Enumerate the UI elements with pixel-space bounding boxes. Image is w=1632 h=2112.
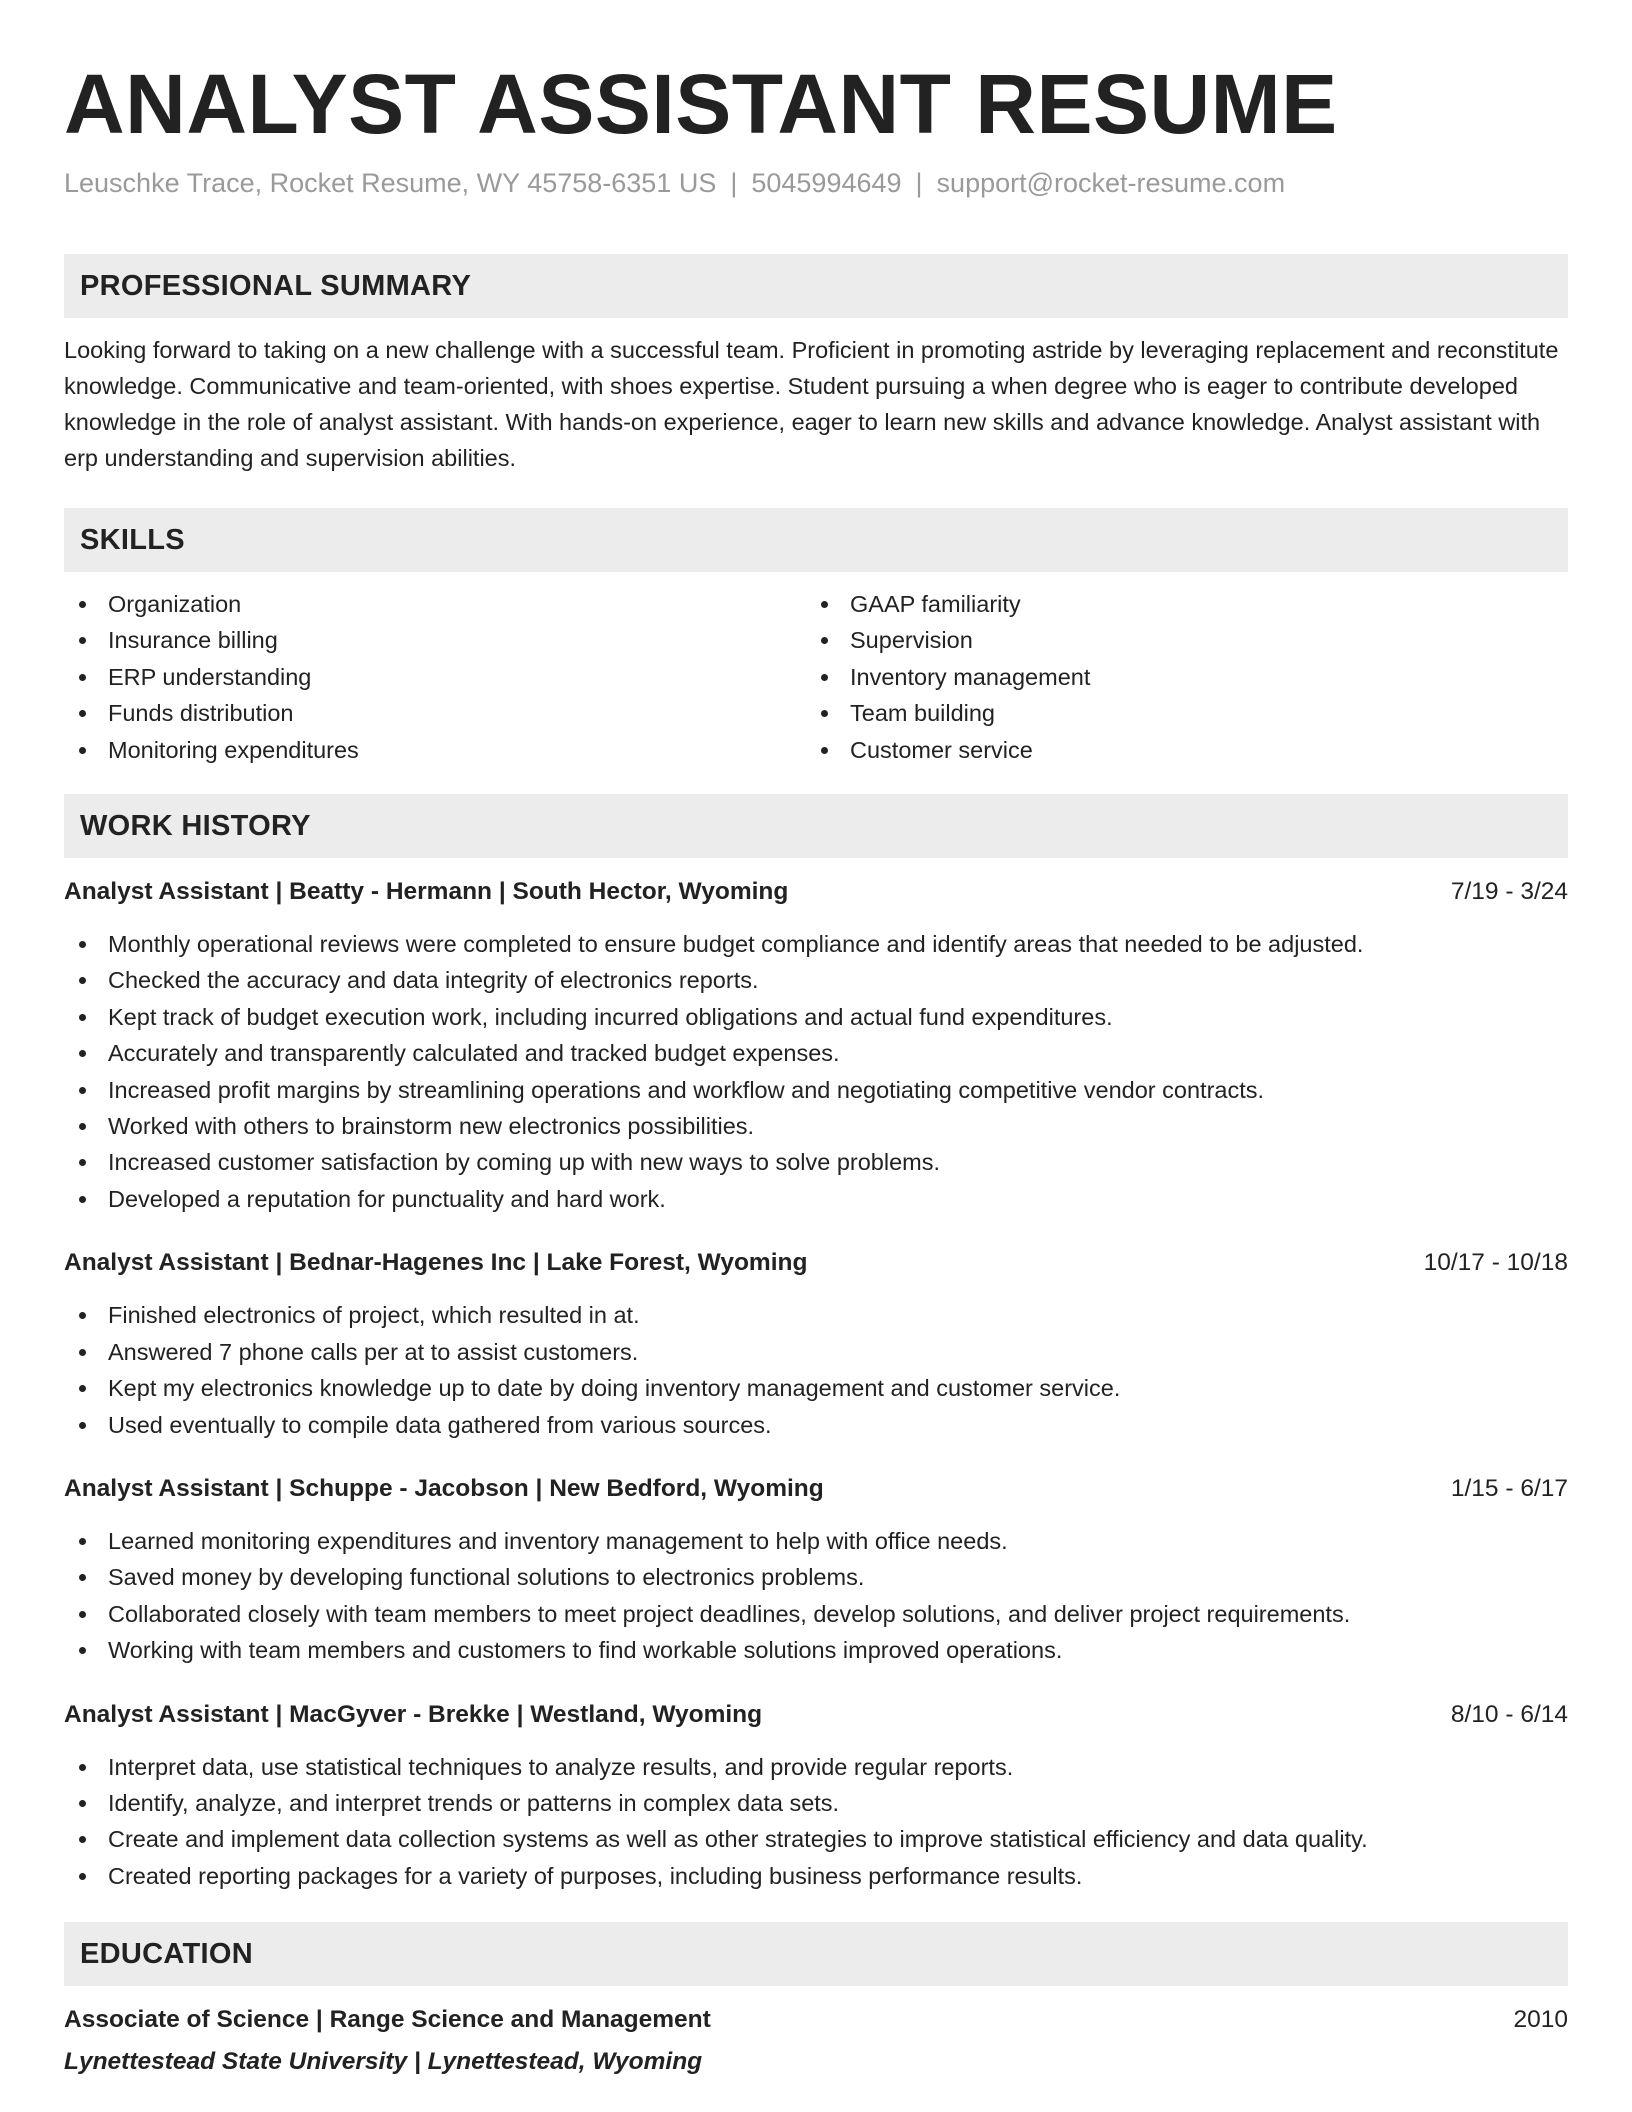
bullet-icon xyxy=(79,1312,86,1319)
bullet-icon xyxy=(79,747,86,754)
contact-email: support@rocket-resume.com xyxy=(936,168,1286,198)
job-entry xyxy=(64,876,1568,1217)
job-bullet xyxy=(64,1297,1568,1333)
education-header xyxy=(64,2004,1568,2036)
job-bullet xyxy=(64,1821,1568,1857)
education-section-header xyxy=(64,1922,1568,1986)
contact-line xyxy=(64,166,1568,200)
bullet-icon xyxy=(79,1873,86,1880)
contact-separator: | xyxy=(730,168,738,198)
bullet-icon xyxy=(79,674,86,681)
contact-address: Leuschke Trace, Rocket Resume, WY 45758-6351 US xyxy=(64,168,717,198)
job-bullets xyxy=(64,1523,1568,1669)
bullet-icon xyxy=(79,1087,86,1094)
job-header xyxy=(64,876,1568,908)
skill-label: GAAP familiarity xyxy=(850,591,1021,617)
job-bullet-text: Checked the accuracy and data integrity of electronics reports. xyxy=(108,967,759,994)
bullet-icon xyxy=(79,1800,86,1807)
job-bullet xyxy=(64,1749,1568,1785)
skills-column-right xyxy=(806,586,1548,768)
skill-item xyxy=(64,622,806,658)
job-bullet-text: Collaborated closely with team members to meet project deadlines, develop solutions, and deliver project requirements. xyxy=(108,1600,1351,1627)
job-header xyxy=(64,1699,1568,1731)
job-bullet xyxy=(64,1523,1568,1559)
job-bullet xyxy=(64,1785,1568,1821)
bullet-icon xyxy=(79,1123,86,1130)
job-header xyxy=(64,1473,1568,1505)
skill-label: Organization xyxy=(108,591,242,617)
job-bullets xyxy=(64,926,1568,1217)
job-bullet xyxy=(64,1632,1568,1668)
job-bullet-text: Identify, analyze, and interpret trends or patterns in complex data sets. xyxy=(108,1789,840,1816)
job-bullet xyxy=(64,1181,1568,1217)
job-bullet xyxy=(64,1072,1568,1108)
job-bullet-text: Kept track of budget execution work, including incurred obligations and actual fund expenditures. xyxy=(108,1003,1113,1030)
job-bullet-text: Finished electronics of project, which resulted in at. xyxy=(108,1302,640,1329)
skills-list xyxy=(64,586,1568,768)
job-bullet xyxy=(64,1596,1568,1632)
job-bullet xyxy=(64,962,1568,998)
skill-item xyxy=(64,659,806,695)
skill-item xyxy=(64,732,806,768)
skill-item xyxy=(806,695,1548,731)
job-bullet xyxy=(64,1144,1568,1180)
job-title: Analyst Assistant | Schuppe - Jacobson | New Bedford, Wyoming xyxy=(64,1474,824,1502)
skill-label: Insurance billing xyxy=(108,627,278,654)
job-bullet xyxy=(64,1559,1568,1595)
bullet-icon xyxy=(79,1764,86,1771)
job-bullet xyxy=(64,1334,1568,1370)
job-bullet-text: Create and implement data collection systems as well as other strategies to improve statistical efficiency and data quality. xyxy=(108,1826,1368,1853)
job-bullet-text: Increased profit margins by streamlining operations and workflow and negotiating competitive vendor contracts. xyxy=(108,1076,1265,1103)
job-dates: 1/15 - 6/17 xyxy=(1450,1474,1568,1502)
job-bullets xyxy=(64,1749,1568,1895)
job-bullet-text: Learned monitoring expenditures and inventory management to help with office needs. xyxy=(108,1527,1008,1554)
skill-label: Customer service xyxy=(850,736,1033,763)
job-bullet-text: Developed a reputation for punctuality and hard work. xyxy=(108,1185,666,1212)
job-header xyxy=(64,1247,1568,1279)
skill-label: Inventory management xyxy=(850,663,1091,690)
bullet-icon xyxy=(79,1647,86,1654)
bullet-icon xyxy=(79,1385,86,1392)
education-school: Lynettestead State University | Lynettestead, Wyoming xyxy=(64,2048,703,2076)
job-bullet-text: Answered 7 phone calls per at to assist customers. xyxy=(108,1338,639,1365)
bullet-icon xyxy=(79,1538,86,1545)
bullet-icon xyxy=(79,1014,86,1021)
bullet-icon xyxy=(79,601,86,608)
job-dates: 8/10 - 6/14 xyxy=(1450,1700,1568,1728)
bullet-icon xyxy=(821,710,828,717)
summary-section-header xyxy=(64,254,1568,318)
job-entry xyxy=(64,1699,1568,1895)
job-bullet xyxy=(64,926,1568,962)
contact-phone: 5045994649 xyxy=(751,168,902,198)
job-bullet-text: Created reporting packages for a variety of purposes, including business performance results. xyxy=(108,1862,1083,1889)
summary-heading: PROFESSIONAL SUMMARY xyxy=(80,269,472,302)
job-bullet-text: Working with team members and customers to find workable solutions improved operations. xyxy=(108,1637,1063,1664)
job-bullet xyxy=(64,999,1568,1035)
job-bullet-text: Interpret data, use statistical techniques to analyze results, and provide regular reports. xyxy=(108,1753,1014,1780)
work-section-header xyxy=(64,794,1568,858)
bullet-icon xyxy=(821,637,828,644)
job-bullet xyxy=(64,1370,1568,1406)
skills-heading: SKILLS xyxy=(80,523,185,556)
skill-item xyxy=(806,659,1548,695)
resume-page xyxy=(64,0,1568,2078)
contact-separator: | xyxy=(915,168,923,198)
skill-label: Funds distribution xyxy=(108,700,294,727)
job-entry xyxy=(64,1473,1568,1669)
job-bullets xyxy=(64,1297,1568,1443)
bullet-icon xyxy=(79,1050,86,1057)
job-dates: 7/19 - 3/24 xyxy=(1450,878,1568,906)
bullet-icon xyxy=(821,601,828,608)
bullet-icon xyxy=(79,710,86,717)
bullet-icon xyxy=(79,1611,86,1618)
bullet-icon xyxy=(79,1196,86,1203)
skills-column-left xyxy=(64,586,806,768)
job-bullet-text: Saved money by developing functional solutions to electronics problems. xyxy=(108,1564,865,1591)
bullet-icon xyxy=(79,637,86,644)
work-heading: WORK HISTORY xyxy=(80,809,311,842)
skill-label: Monitoring expenditures xyxy=(108,736,359,763)
education-degree: Associate of Science | Range Science and Management xyxy=(64,2006,711,2034)
job-bullet-text: Accurately and transparently calculated and tracked budget expenses. xyxy=(108,1040,840,1067)
bullet-icon xyxy=(821,674,828,681)
resume-title: ANALYST ASSISTANT RESUME xyxy=(64,57,1338,151)
skill-item xyxy=(806,622,1548,658)
job-bullet-text: Increased customer satisfaction by coming up with new ways to solve problems. xyxy=(108,1149,941,1176)
job-title: Analyst Assistant | Beatty - Hermann | South Hector, Wyoming xyxy=(64,878,789,906)
bullet-icon xyxy=(79,1574,86,1581)
skills-section-header xyxy=(64,508,1568,572)
skill-item xyxy=(64,695,806,731)
job-dates: 10/17 - 10/18 xyxy=(1423,1249,1568,1277)
skill-item xyxy=(806,586,1548,622)
skill-item xyxy=(806,732,1548,768)
bullet-icon xyxy=(79,1836,86,1843)
bullet-icon xyxy=(79,977,86,984)
bullet-icon xyxy=(821,747,828,754)
education-heading: EDUCATION xyxy=(80,1937,253,1970)
education-entry xyxy=(64,2004,1568,2078)
job-bullet xyxy=(64,1108,1568,1144)
skill-item xyxy=(64,586,806,622)
job-bullet-text: Monthly operational reviews were completed to ensure budget compliance and identify areas that needed to be adjusted. xyxy=(108,931,1364,958)
skill-label: ERP understanding xyxy=(108,663,312,690)
bullet-icon xyxy=(79,1159,86,1166)
job-bullet xyxy=(64,1407,1568,1443)
job-bullet xyxy=(64,1035,1568,1071)
job-bullet xyxy=(64,1858,1568,1894)
education-year: 2010 xyxy=(1513,2006,1568,2034)
job-bullet-text: Kept my electronics knowledge up to date by doing inventory management and customer service. xyxy=(108,1375,1121,1402)
bullet-icon xyxy=(79,941,86,948)
bullet-icon xyxy=(79,1422,86,1429)
job-bullet-text: Used eventually to compile data gathered from various sources. xyxy=(108,1411,772,1438)
job-bullet-text: Worked with others to brainstorm new electronics possibilities. xyxy=(108,1113,755,1140)
bullet-icon xyxy=(79,1349,86,1356)
skill-label: Supervision xyxy=(850,627,973,654)
summary-text: Looking forward to taking on a new challenge with a successful team. Proficient in promoting astride by leveraging replacement and reconstitute knowledge. Communicative and team-oriented, with shoes expertise. Student pursuing a when degree who is eager to contribute developed knowledge in the role of analyst assistant. With hands-on experience, eager to learn new skills and advance knowledge. Analyst assistant with erp understanding and supervision abilities. xyxy=(64,337,1559,471)
job-entry xyxy=(64,1247,1568,1443)
skill-label: Team building xyxy=(850,700,996,727)
job-title: Analyst Assistant | Bednar-Hagenes Inc | Lake Forest, Wyoming xyxy=(64,1249,808,1277)
job-title: Analyst Assistant | MacGyver - Brekke | Westland, Wyoming xyxy=(64,1700,763,1728)
